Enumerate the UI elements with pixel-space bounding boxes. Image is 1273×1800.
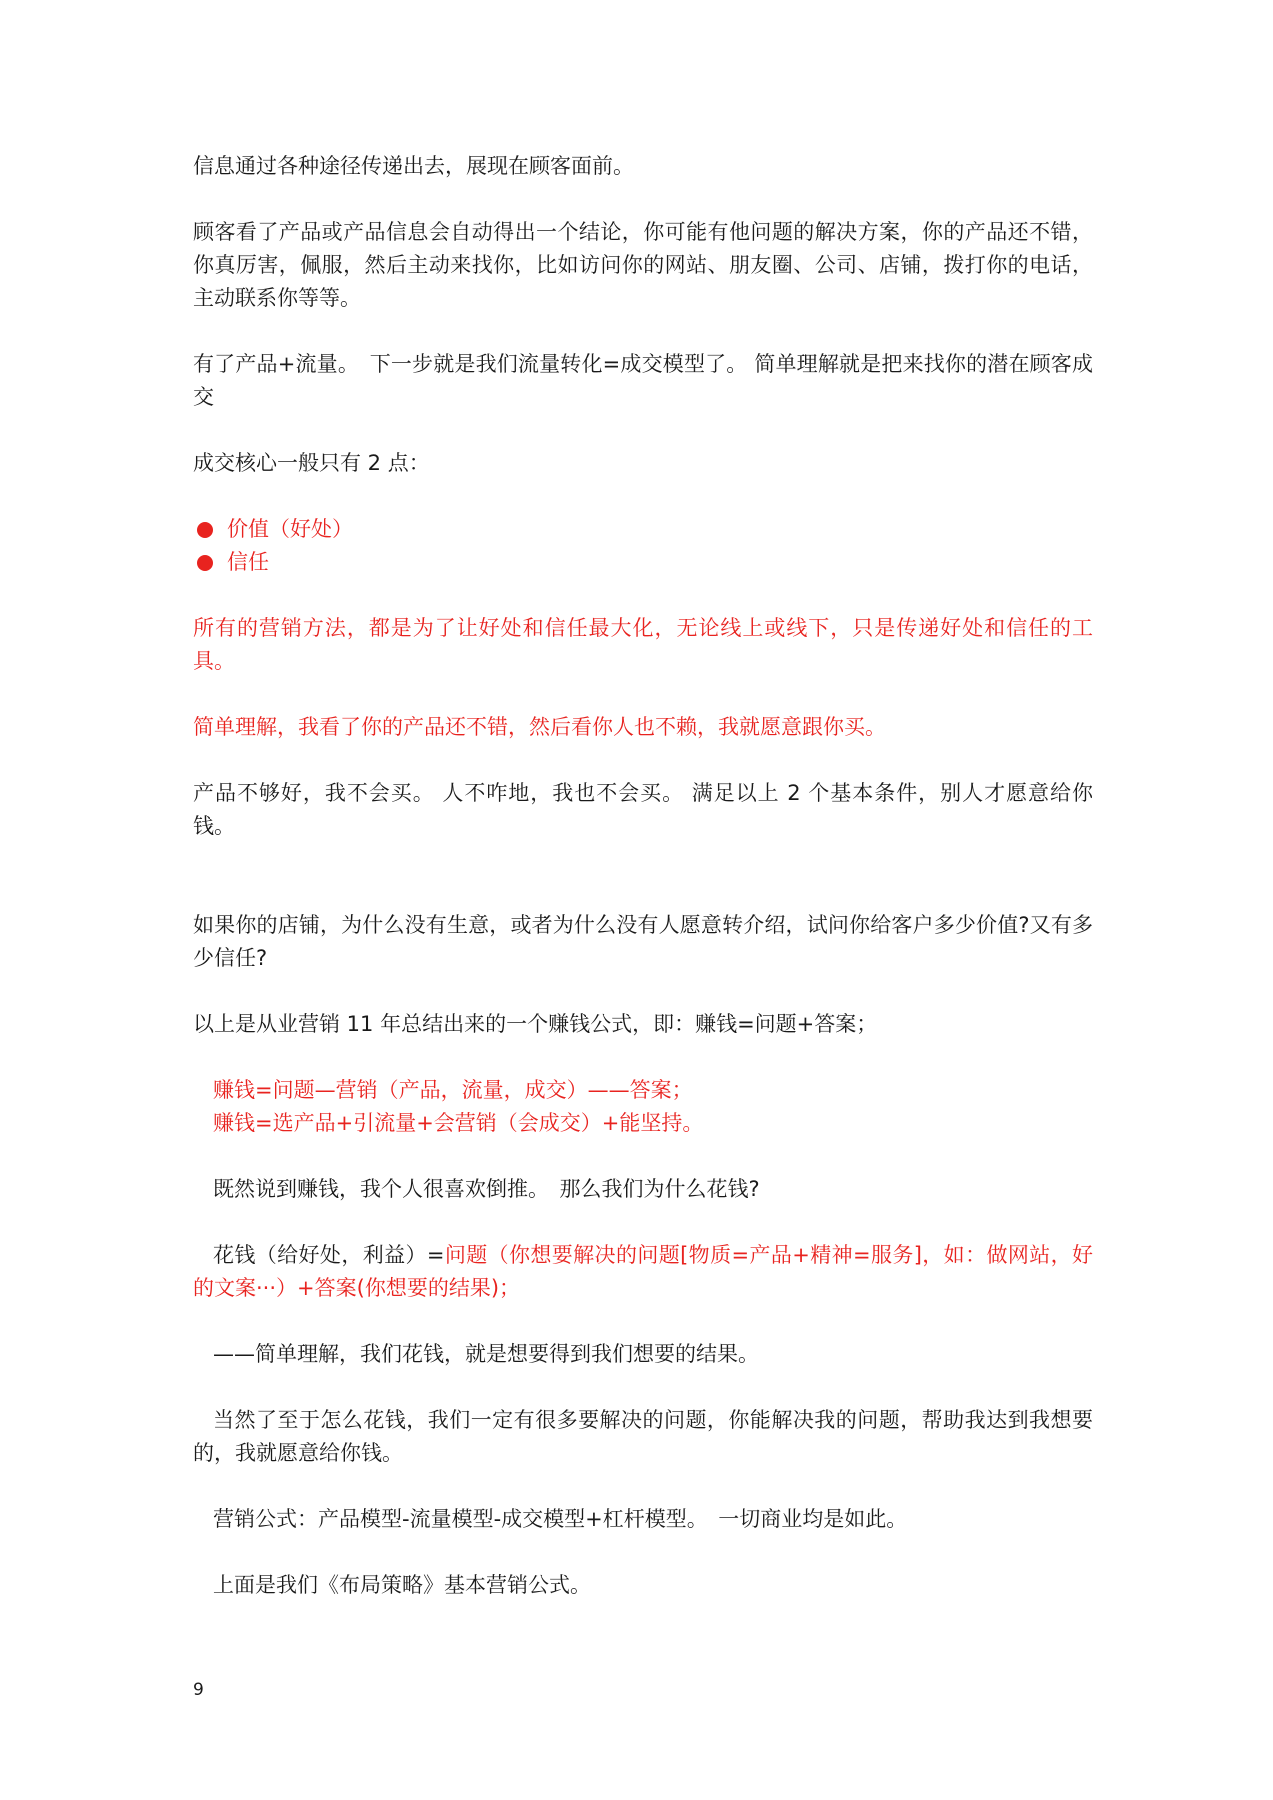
page-number: 9 [193, 1680, 204, 1700]
page-body [193, 150, 1093, 1635]
bullet-dot-icon [197, 555, 213, 571]
paragraph-13 [193, 1404, 1093, 1470]
paragraph-14: 营销公式：产品模型-流量模型-成交模型+杠杆模型。 一切商业均是如此。 [213, 1507, 908, 1531]
bullet-item-trust [193, 546, 1093, 579]
paragraph-12: ——简单理解，我们花钱，就是想要得到我们想要的结果。 [213, 1342, 759, 1366]
paragraph-11-lead: 花钱（给好处，利益）= [213, 1243, 445, 1267]
bullet-dot-icon [197, 522, 213, 538]
paragraph-2: 顾客看了产品或产品信息会自动得出一个结论，你可能有他问题的解决方案，你的产品还不错，你真厉害，佩服，然后主动来找你，比如访问你的网站、朋友圈、公司、店铺，拨打你的电话，主动联系你等等。 [193, 220, 1093, 310]
paragraph-5-highlight: 所有的营销方法，都是为了让好处和信任最大化，无论线上或线下，只是传递好处和信任的工具。 [193, 616, 1093, 673]
formula-block [193, 1074, 1093, 1140]
paragraph-1: 信息通过各种途径传递出去，展现在顾客面前。 [193, 154, 634, 178]
bullet-list [193, 513, 1093, 579]
paragraph-13-text: 当然了至于怎么花钱，我们一定有很多要解决的问题，你能解决我的问题，帮助我达到我想要的，我就愿意给你钱。 [193, 1408, 1093, 1465]
paragraph-7: 产品不够好，我不会买。 人不咋地，我也不会买。 满足以上 2 个基本条件，别人才愿意给你钱。 [193, 781, 1093, 838]
paragraph-6-highlight: 简单理解，我看了你的产品还不错，然后看你人也不赖，我就愿意跟你买。 [193, 715, 886, 739]
bullet-label: 信任 [227, 550, 269, 574]
bullet-item-value [193, 513, 1093, 546]
paragraph-4: 成交核心一般只有 2 点： [193, 451, 430, 475]
formula-line-1: 赚钱=问题—营销（产品，流量，成交）——答案； [213, 1078, 693, 1102]
paragraph-11-highlight: 问题（你想要解决的问题[物质=产品+精神=服务]，如：做网站，好的文案···）+答案(你想要的结果)； [193, 1243, 1093, 1300]
paragraph-9: 以上是从业营销 11 年总结出来的一个赚钱公式，即：赚钱=问题+答案； [193, 1012, 878, 1036]
paragraph-11 [193, 1239, 1093, 1305]
paragraph-10: 既然说到赚钱，我个人很喜欢倒推。 那么我们为什么花钱? [213, 1177, 760, 1201]
bullet-label: 价值（好处） [227, 517, 353, 541]
paragraph-15: 上面是我们《布局策略》基本营销公式。 [213, 1573, 591, 1597]
formula-line-2: 赚钱=选产品+引流量+会营销（会成交）+能坚持。 [213, 1111, 704, 1135]
paragraph-8: 如果你的店铺，为什么没有生意，或者为什么没有人愿意转介绍，试问你给客户多少价值?又有多少信任? [193, 913, 1093, 970]
paragraph-3: 有了产品+流量。 下一步就是我们流量转化=成交模型了。 简单理解就是把来找你的潜在顾客成交 [193, 352, 1093, 409]
